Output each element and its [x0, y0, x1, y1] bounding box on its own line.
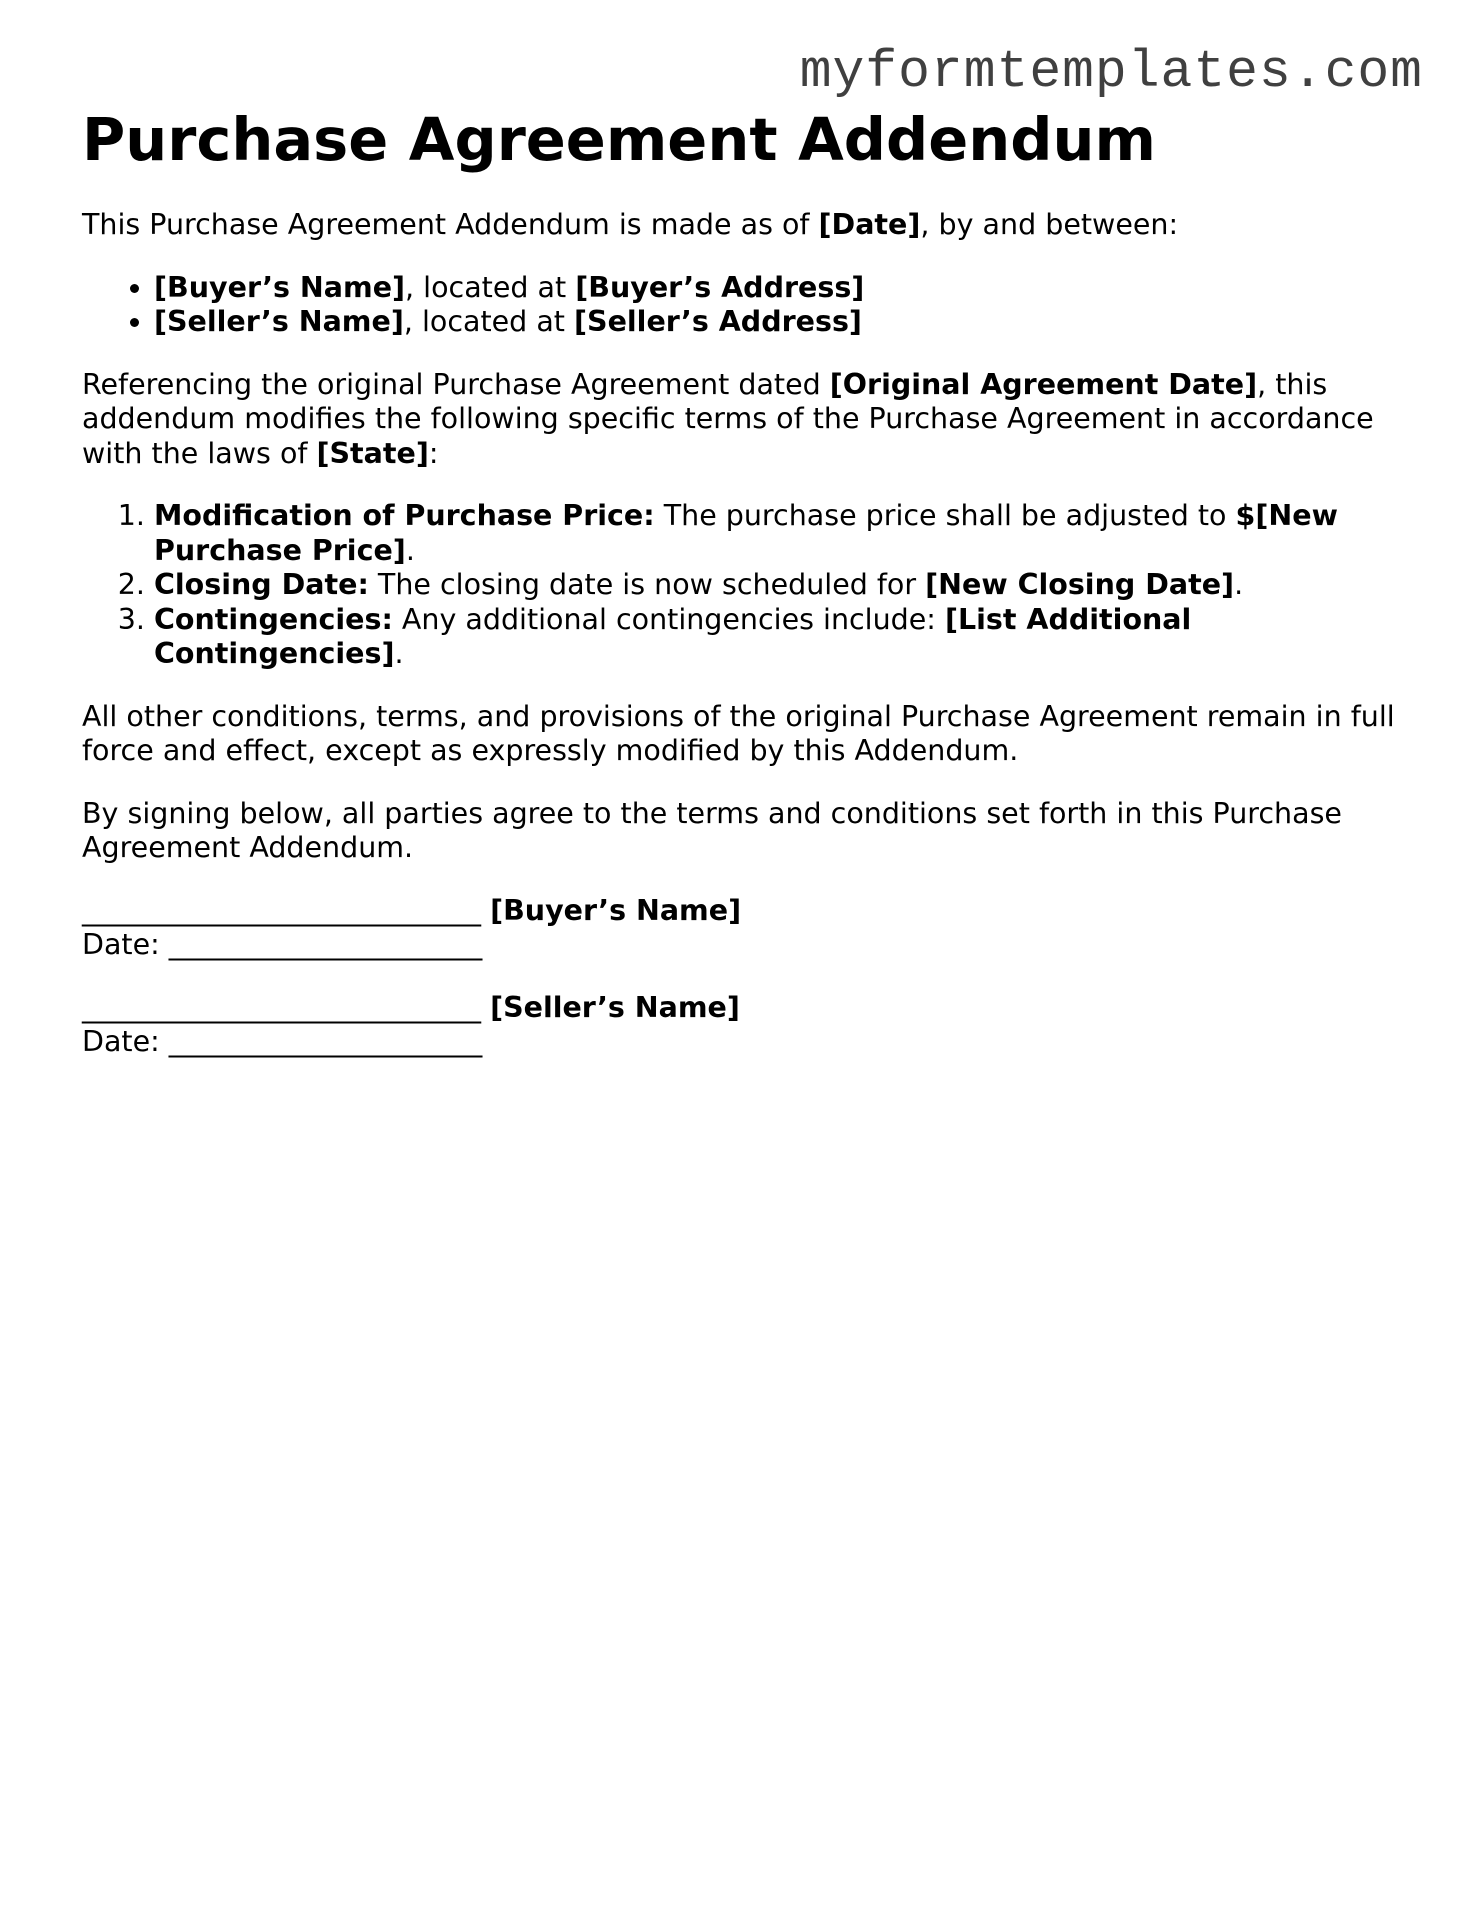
term-label: Closing Date:	[154, 568, 369, 601]
reference-text-middle: , this addendum modifies the following specific terms of the Purchase Agreement in accordance with the laws of	[82, 367, 1374, 470]
term-end: .	[394, 637, 404, 670]
seller-date-line[interactable]: ______________________	[168, 1025, 483, 1058]
intro-text-end: , by and between:	[920, 208, 1179, 241]
watermark: myformtemplates.com	[799, 42, 1423, 102]
date-label: Date:	[82, 1025, 160, 1058]
reference-paragraph	[82, 368, 1402, 472]
signing-paragraph: By signing below, all parties agree to the terms and conditions set forth in this Purchase Agreement Addendum.	[82, 796, 1342, 864]
terms-list	[82, 499, 1402, 672]
seller-signature-line[interactable]: ____________________________	[82, 990, 481, 1024]
term-contingencies	[154, 603, 1402, 672]
term-text: The purchase price shall be adjusted to	[654, 499, 1236, 532]
document-title: Purchase Agreement Addendum	[82, 105, 1156, 174]
buyer-signature-name: [Buyer’s Name]	[490, 893, 742, 927]
seller-signature-name: [Seller’s Name]	[490, 990, 740, 1024]
buyer-signature-block	[82, 894, 1402, 963]
reference-text-end: :	[428, 436, 439, 470]
term-end: .	[405, 533, 415, 567]
contingencies-placeholder: [List Additional Contingencies]	[154, 602, 1192, 670]
buyer-address-placeholder: [Buyer’s Address]	[575, 270, 865, 304]
date-placeholder: [Date]	[818, 208, 921, 241]
term-end: .	[1234, 568, 1244, 601]
seller-signature-row	[82, 991, 1402, 1026]
buyer-signature-row	[82, 894, 1402, 929]
parties-list	[82, 271, 1402, 340]
buyer-name-placeholder: [Buyer’s Name]	[154, 270, 406, 304]
term-purchase-price	[154, 499, 1402, 568]
new-purchase-price-placeholder: $[New Purchase Price]	[154, 499, 1338, 567]
term-text: Any additional contingencies include:	[392, 602, 945, 636]
party-connector: , located at	[405, 270, 576, 304]
seller-address-placeholder: [Seller’s Address]	[574, 305, 862, 338]
seller-name-placeholder: [Seller’s Name]	[154, 305, 404, 338]
state-placeholder: [State]	[316, 436, 429, 470]
reference-text: Referencing the original Purchase Agreement dated	[82, 367, 830, 401]
buyer-date-line[interactable]: ______________________	[168, 928, 483, 961]
intro-paragraph	[82, 208, 1402, 243]
party-seller	[154, 305, 1402, 340]
term-closing-date	[154, 568, 1402, 603]
party-buyer	[154, 271, 1402, 306]
seller-signature-block	[82, 991, 1402, 1060]
new-closing-date-placeholder: [New Closing Date]	[925, 568, 1235, 601]
intro-text: This Purchase Agreement Addendum is made as of	[82, 208, 819, 241]
remain-paragraph: All other conditions, terms, and provisions of the original Purchase Agreement remain in full force and effect, except as expressly modified by this Addendum.	[82, 699, 1395, 767]
original-date-placeholder: [Original Agreement Date]	[829, 367, 1258, 401]
term-label: Modification of Purchase Price:	[154, 499, 655, 532]
term-text: The closing date is now scheduled for	[368, 568, 926, 601]
term-label: Contingencies:	[154, 602, 393, 636]
date-label: Date:	[82, 928, 160, 961]
buyer-signature-line[interactable]: ____________________________	[82, 893, 481, 927]
party-connector: , located at	[403, 305, 575, 338]
buyer-date-row	[82, 928, 1402, 963]
seller-date-row	[82, 1025, 1402, 1060]
document-page	[82, 100, 1402, 1060]
